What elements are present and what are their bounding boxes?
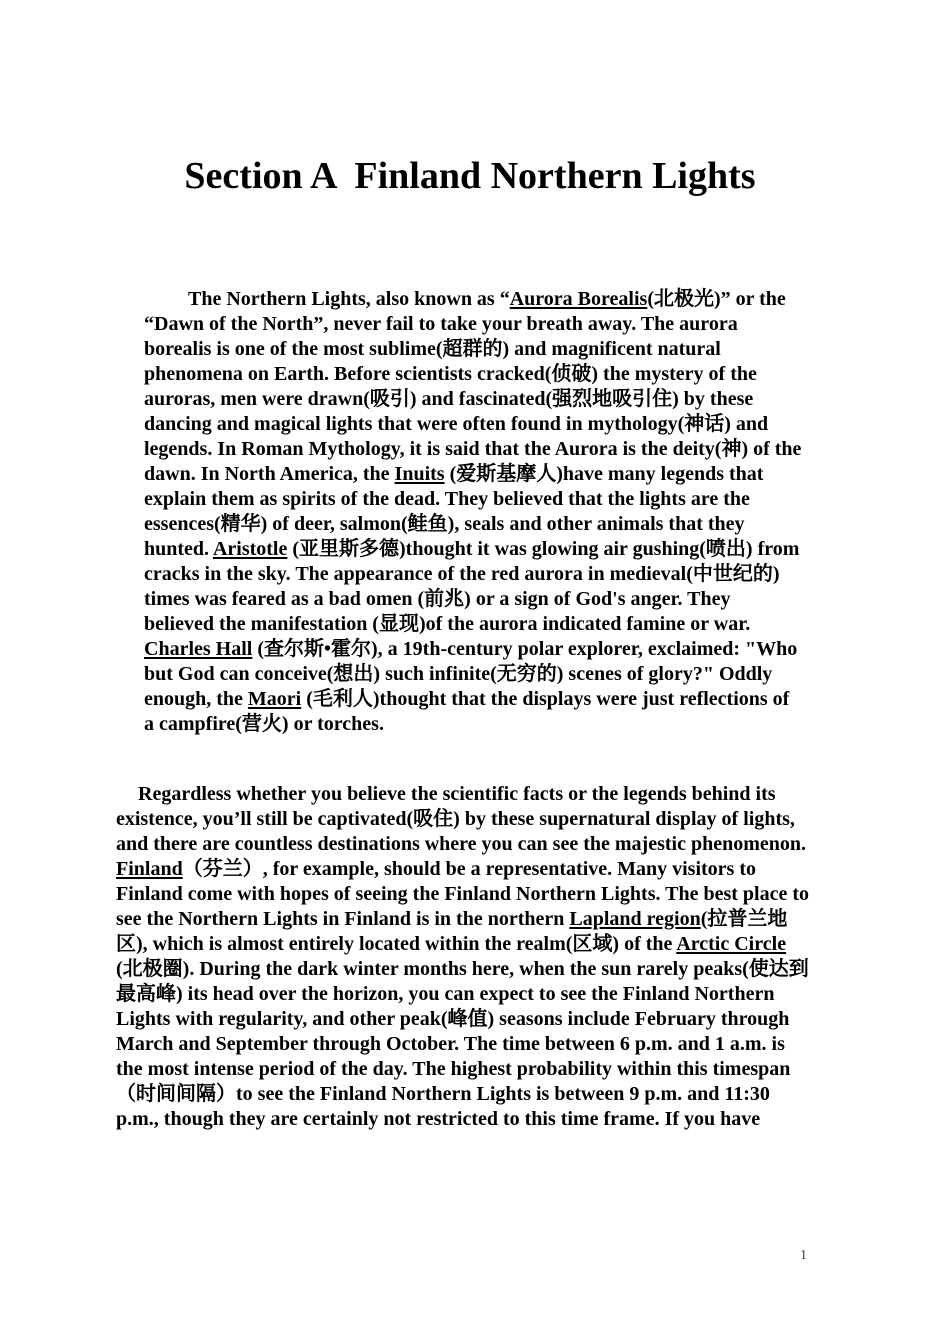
term-lapland-region: Lapland region [569, 908, 701, 930]
text-run: (拉普兰地区), which is almost entirely located within the realm(区域) of the [116, 908, 788, 955]
text-run: (北极光)” or the “Dawn of the North”, never fail to take your breath away. The aurora borealis is one of the most sublime(超群的) and magnificent natural phenomena on Earth. Before scientists cracked(侦破) the mystery of the auroras, men were drawn(吸引) and fascinated(强烈地吸引住) by these dancing and magical lights that were often found in mythology(神话) and legends. In Roman Mythology, it is said that the Aurora is the deity(神) of the dawn. In North America, the [144, 288, 802, 485]
text-run: (北极圈). During the dark winter months here, when the sun rarely peaks(使达到最高峰) its head over the horizon, you can expect to see the Finland Northern Lights with regularity, and other peak(峰值) seasons include February through March and September through October. The time between 6 p.m. and 1 a.m. is the most intense period of the day. The highest probability within this timespan（时间间隔）to see the Finland Northern Lights is between 9 p.m. and 11:30 p.m., though they are certainly not restricted to this time frame. If you have [116, 958, 809, 1130]
paragraph-1 [144, 287, 804, 737]
term-charles-hall: Charles Hall [144, 638, 253, 660]
term-inuits: Inuits [394, 463, 445, 485]
paragraph-2 [116, 782, 810, 1132]
text-run: (亚里斯多德)thought it was glowing air gushing(喷出) from cracks in the sky. The appearance of the red aurora in medieval(中世纪的) times was feared as a bad omen (前兆) or a sign of God's anger. They believed the manifestation (显现)of the aurora indicated famine or war. [144, 538, 800, 635]
term-maori: Maori [247, 688, 302, 710]
page-number: 1 [800, 1248, 807, 1263]
term-arctic-circle: Arctic Circle [676, 933, 787, 955]
text-run: The Northern Lights, also known as “ [188, 288, 510, 310]
text-run: Regardless whether you believe the scientific facts or the legends behind its existence, you’ll still be captivated(吸住) by these supernatural display of lights, and there are countless destinations where you can see the majestic phenomenon. [116, 783, 806, 855]
text-run: （芬兰）, for example, should be a representative. Many visitors to Finland come with hopes of seeing the Finland Northern Lights. The best place to see the Northern Lights in Finland is in the northern [116, 858, 809, 930]
term-aurora-borealis: Aurora Borealis [509, 288, 648, 310]
section-title: Section A Finland Northern Lights [184, 155, 756, 197]
text-run: (爱斯基摩人)have many legends that explain them as spirits of the dead. They believed that the lights are the essences(精华) of deer, salmon(鲑鱼), seals and other animals that they hunted. [144, 463, 764, 560]
term-aristotle: Aristotle [212, 538, 288, 560]
text-run: (查尔斯•霍尔), a 19th-century polar explorer, exclaimed: "Who but God can conceive(想出) such infinite(无穷的) scenes of glory?" Oddly enough, the [144, 638, 798, 710]
term-finland: Finland [116, 858, 183, 880]
text-run: (毛利人)thought that the displays were just reflections of a campfire(营火) or torches. [144, 688, 790, 735]
